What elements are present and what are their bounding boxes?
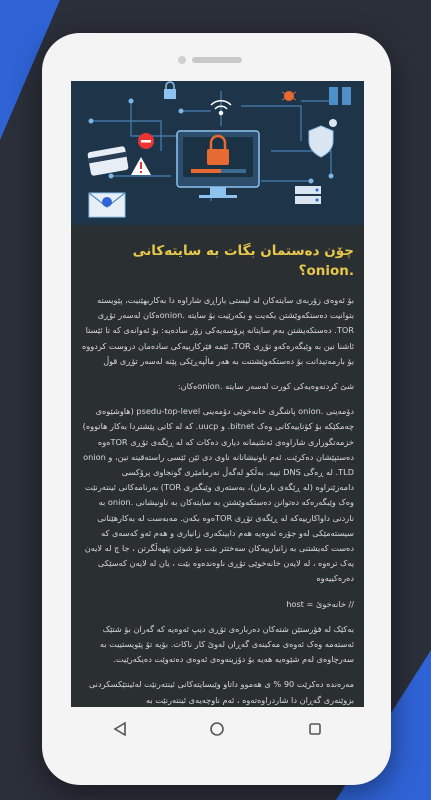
- warning-icon: [131, 157, 151, 175]
- shield-icon: [309, 126, 333, 157]
- article-paragraph: بۆ ئەوەی زۆربەی سایتەکان لە لیستی بازاڕی شاراوە دا بەکاربهێنیت، پێویستە بتوانیت دەستکەوێشتن بکەیت و بکەرێیت بۆ سایتە .onionەکان لەسەر تۆڕی TOR. دەستکەیشتن بەم سایتانە پرۆسەیەکی زۆر سادەیە: بۆ ئەوانەی کە تا ئێستا ئاشنا نین بە وێبگەرەکەو تۆڕی TOR، ئێمە فێرکارییەکی سادەمان دروست کردووە بۆ بارمەتیدانت بۆ دەستکەوێشتنت بە هەر ماڵپەڕێکی پێنە لەسەر تۆڕی قوڵ: [82, 295, 354, 366]
- gift-icon: [329, 87, 351, 127]
- server-icon: [295, 186, 321, 204]
- circle-home-icon: [209, 721, 225, 737]
- phone-frame: [42, 33, 391, 785]
- credit-card-icon: [87, 146, 129, 176]
- padlock-icon: [164, 82, 176, 99]
- article-title: چۆن دەستمان بگات بە سایتەکانی .onion؟: [132, 243, 354, 279]
- square-recents-icon: [308, 722, 322, 736]
- android-navigation-bar: [71, 709, 364, 749]
- article-paragraph: شێ کردنەوەیەکی کورت لەسەر سایتە .onionەکان:: [177, 381, 354, 392]
- back-button[interactable]: [105, 714, 135, 744]
- envelope-icon: [89, 193, 125, 217]
- article-paragraph: بەکێک لە فۆرستێن شتەکان دەربارەی تۆڕی دیپ ئەوەیە کە گەران بۆ شتێک ئەستەمە وەک ئەوەی مەکینەی گەڕان لەوێ کار ناکات. بۆیە تۆ پێویستییت بە سەرچاوەی لەم شێوەیە هەیە بۆ دۆزینەوەی ئەوەی دەتەوێت دەیکەرێیت.: [99, 623, 354, 665]
- article-paragraph: // خانەخوێ = host: [286, 598, 354, 609]
- earpiece-speaker: [192, 57, 242, 63]
- bug-icon: [282, 91, 296, 101]
- article-paragraph: مەرەندە دەکرێت 90 % ی هەموو داتاو وێبسایتەکانی ئینتەرنێت لەئینتێکسکردنی بزوێنەری گەڕان دا شاردراوەتەوە ، ئەم ناوچەیەی ئینتەرنێت بە: [88, 679, 354, 705]
- home-button[interactable]: [202, 714, 232, 744]
- article-paragraph: دۆمەینی .onion پاشگری خانەخوێی دۆمەینی psedu-top-level (هاوشێوەی چەمکێکە بۆ کۆتاییەکانی وەک bitnet. و uucp. کە لە کاتی پێشتردا بەکار هاتووە) خزمەتگوزاری شاراوەی ئەنئنیمانە دیاری دەکات کە لە ڕێگەی تۆڕی TORەوە دەستپێشان دەکرێت. ئەم ناونیشانانە ناوی دی ئێن ئێسی راستەقینە نین، و onion TLD. لە ڕەگی DNS نییە. بەڵکو لەگەڵ نەرمامێری گونجاوی پرۆکسی دامەزێنراوە (لە ڕێگەی بارمان)، بەستەری وێبگەری TOR) بەرنامەکانی ئینتەرنێت وەک وێبگەرەکە دەتوانن دەستکەوێشتن بە سایتەکان بە ناونیشانی .onion بە ناردنی داواکارییەکە لە ڕێگەی تۆڕی TORەوە بکەن. مەبەست لە بەکارهێنانی سیستەمێکی لەو جۆرە ئەوەیە هەم دابینکەری زانیاری و هەم ئەو کەسەی کە دەست کەیشتنی بە زانیارییەکان سەختتر بێت بۆ شوێن پێهەڵگرتن ، جا چ لە لایەن یەک ترەوە ، لە لایەن خانەخوێی تۆڕی ناوەندەوە بێت ، یان لە لایەن کەسێکی دەرەکییەوە: [82, 406, 354, 584]
- cyber-security-illustration: [71, 81, 364, 225]
- front-camera: [178, 56, 186, 64]
- article-content: [71, 225, 364, 707]
- no-entry-icon: [138, 133, 154, 149]
- triangle-back-icon: [113, 721, 127, 737]
- monitor-lock-icon: [177, 131, 259, 198]
- recents-button[interactable]: [300, 714, 330, 744]
- hero-illustration: [71, 81, 364, 225]
- phone-screen: [71, 81, 364, 707]
